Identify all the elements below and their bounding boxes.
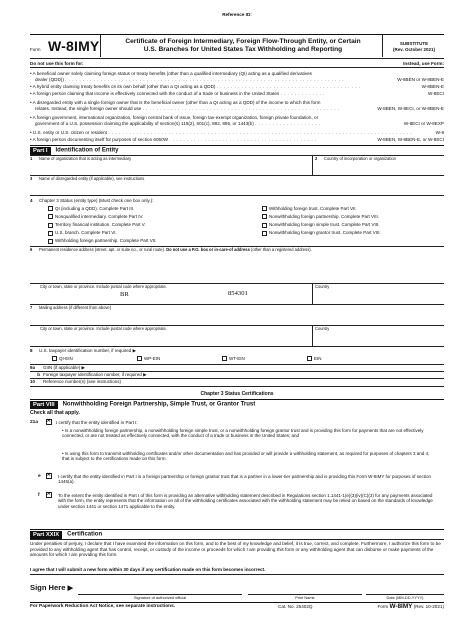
checkbox[interactable] [48,214,53,219]
q21a-number: 21a [30,420,39,425]
form-title-line1: Certificate of Foreign Intermediary, Foreign Flow-Through Entity, or Certain [125,38,361,45]
dnu-form: W-8BEN, W-8BEN-E, or W-8ECI [377,137,444,142]
dnu-form: W-8BEN, W-8ECI, or W-8BEN-E [377,106,444,111]
q21f-checkbox[interactable] [46,492,55,498]
dnu-text: dealer (QDD)) [35,77,64,82]
q21f-text: To the extent the entity identified in Part I of this form is providing an alternative withholding statement described in Regulations section 1.1441-1(e)(3)(iv)(C)(3) for any payments associated with the form, the entity represents that the information on all of the withholding certificates associated with the withholding statement may be relied on based on the standards of knowledge under section 1441 or section 1471 applicable to the entity. [58,493,433,509]
checkbox[interactable] [307,356,312,361]
line10-rule [30,386,444,387]
checkbox[interactable] [48,231,53,236]
agree-rule [30,574,444,575]
arrow-right-icon: ▶ [143,372,147,377]
dnu-row-8: • U.S. entity or U.S. citizen or resident . . . . . . . . . . . . . . . . . . . . . . . . . . . . . . . . . . . . . . . . . . . . . . . . . . . . . . . . . . . . . . . . . . . . . . . . . . . . . . . . . . . . . . W-9 [30,130,444,135]
form-name: W-8IMY [48,38,100,54]
part29-heading-rule [30,539,444,540]
status-option-territory-fi[interactable] [48,221,157,229]
arrow-right-icon: ▶ [132,348,137,353]
header-divider-left [100,35,101,57]
form-title [104,38,382,54]
organization-name-field[interactable] [40,162,310,174]
part8-badge: Part VIII [30,401,58,409]
status-option-nqi[interactable] [48,213,157,221]
part1-heading [30,147,119,155]
footer-rev: (Rev. 10-2021) [413,604,444,609]
checkbox[interactable] [262,223,267,228]
line4-text: Chapter 3 Status (entity type) (Must check one box only.): [39,198,154,203]
checkbox[interactable] [48,206,53,211]
dnu-row-1: dealer (QDD)) . . . . . . . . . . . . . . . . . . . . . . . . . . . . . . . . . . . . . . . . . . . . . . . . . . . . . . . . . . . . . . . . . . . . . . . . . . . . . . . W-8BEN or W-8BEN-E [35,77,444,82]
tin-label: QI-EIN [59,356,73,361]
line10-text: Reference number(s) (see instructions) [43,379,122,384]
checkbox[interactable] [52,356,57,361]
checkbox[interactable] [222,356,227,361]
signature-field[interactable] [80,581,240,593]
dnu-text: • A hybrid entity claiming treaty benefits on its own behalf (other than a QI acting as a QDD) [30,84,216,89]
footer-form-id [377,603,444,610]
checkbox[interactable] [48,239,53,244]
dnu-form: W-9 [435,130,444,135]
part8-title: Nonwithholding Foreign Partnership, Simple Trust, or Grantor Trust [62,401,256,408]
line1-label: 1 Name of organization that is acting as intermediary [30,156,132,161]
dnu-row-9: • A foreign person documenting itself for purposes of section 6050W . . . . . . . . . . . . . . . . . . . . . . . . . . . . . . . . . . . . . . . . . . W-8BEN, W-8BEN-E, or W-8ECI [30,137,444,142]
status-label: Nonwithholding foreign grantor trust. Complete Part VIII. [269,230,381,236]
line7-label: 7 Mailing address (if different from above) [30,305,112,310]
mailing-country-label: Country [315,326,330,331]
check-mark-icon: ✕ [46,472,51,479]
q21a-bullet1: • Is a nonwithholding foreign partnership, a nonwithholding foreign simple trust, or a nonwithholding foreign grantor trust and is providing this form for payments that are not effectively connected, or are not treated as effectively connected, with the conduct of a trade or business in the United States; and [62,428,424,439]
line9a-text: GIIN (if applicable) [43,365,81,370]
status-option-nw-simple-trust[interactable] [262,221,381,229]
city-value-postal[interactable]: 854301 [228,290,248,297]
status-option-wt[interactable] [262,205,381,213]
mailing-city-rule [30,346,444,347]
line1-text: Name of organization that is acting as intermediary [39,156,132,161]
dnu-row-3: • A foreign person claiming that income is effectively connected with the conduct of a trade or business in the United States . . . . . . . . . . . . . W-8ECI [30,91,444,96]
tin-option-qi-ein[interactable] [52,356,137,361]
status-label: Nonwithholding foreign simple trust. Complete Part VIII. [269,222,380,228]
line6-bold-text: Do not use a P.O. box or in-care-of address [166,247,250,252]
status-option-qi[interactable] [48,205,157,213]
dnu-text: • A disregarded entity with a single foreign owner that is the beneficial owner (other than a QI acting as a QDD) of the income to which this form [30,100,321,105]
dnu-text: • A foreign person documenting itself for purposes of section 6050W [30,137,168,142]
line10-label: 10 Reference number(s) (see instructions) [30,379,122,384]
status-label: Territory financial institution. Complete Part V. [55,222,146,228]
checkbox[interactable] [262,214,267,219]
print-name-field[interactable] [250,581,360,593]
check-all-note: Check all that apply. [30,410,80,416]
do-not-use-heading-row [30,61,444,66]
footer-cat-no: Cat. No. 25402Q [278,604,313,609]
sign-here-label [30,584,73,593]
checkbox[interactable] [262,231,267,236]
status-label: Nonqualified intermediary. Complete Part IV. [55,214,144,220]
tin-label: WP-EIN [144,356,161,361]
dnu-text: • A foreign government, international organization, foreign central bank of issue, foreign tax-exempt organization, foreign private foundation, or [30,115,319,120]
tin-options [52,356,367,361]
part29-top-rule [30,529,444,530]
line8-label: 8 U.S. taxpayer identification number, if required ▶ [30,348,137,353]
status-right-column [262,205,381,237]
disregarded-entity-field[interactable] [40,182,440,194]
status-option-nw-grantor-trust[interactable] [262,229,381,237]
city-value-state[interactable]: BR [120,291,129,298]
certification-text: Under penalties of perjury, I declare that I have examined the information on this form, and to the best of my knowledge and belief, it is true, correct, and complete. Furthermore, I authorize this form to be provided to any withholding agent that has control, receipt, or custody of the income or proceeds for which I am providing this form or any withholding agent that can disburse or make payments of the amounts for which I am providing this form. [30,541,441,558]
dnu-text: • U.S. entity or U.S. citizen or resident [30,130,107,135]
status-label: QI (including a QDD). Complete Part III. [55,206,135,211]
header-divider-right [382,35,383,57]
form-label: Form [30,47,41,52]
dnu-text: government of a U.S. possession claiming the applicability of section(s) 115(2), 501(c), 892, 895, or 1443(b) [35,121,254,126]
part29-heading [30,531,102,539]
line1-divider [312,155,313,175]
line3-rule [30,195,444,196]
tin-option-ein[interactable] [307,356,367,361]
check-mark-icon: ✕ [46,491,51,498]
substitute-block [384,41,444,53]
q21e-checkbox[interactable] [46,473,55,479]
part29-title: Certification [67,531,103,538]
tin-label: WT-EIN [229,356,245,361]
mailing-city-label: City or town, state or province. Include postal code where appropriate. [40,326,167,331]
line2-label: 2 Country of incorporation or organization [315,156,396,161]
tin-label: EIN [314,356,322,361]
line6-text: Permanent residence address (street, apt. or suite no., or rural route). [39,247,166,252]
dnu-form: W-8ECI [428,91,444,96]
line7-text: Mailing address (if different from above) [39,305,112,310]
part1-title: Identification of Entity [55,147,119,154]
status-option-us-branch[interactable] [48,229,157,237]
status-option-nwp[interactable] [262,213,381,221]
check-mark-icon: ✕ [46,418,51,425]
line4-label: 4 Chapter 3 Status (entity type) (Must check one box only.): [30,198,154,203]
q21a-checkbox[interactable] [46,419,55,425]
checkbox[interactable] [48,223,53,228]
footer-form-name: W-8IMY [389,603,413,610]
line9a-label: 9a GIIN (if applicable) ▶ [30,365,85,370]
dnu-text: relates. Instead, the single foreign owner should use [35,106,142,111]
dnu-text: • A beneficial owner solely claiming foreign status or treaty benefits (other than a qualified intermediary (QI) acting as a qualified derivatives [30,71,312,76]
line6-tail-text: (other than a registered address). [250,247,312,252]
mailing-city-divider [312,325,313,346]
part1-top-rule [30,145,444,146]
checkbox[interactable] [262,206,267,211]
line9b-text: Foreign taxpayer identification number, if required [43,372,142,377]
dnu-row-0 [30,71,444,76]
instead-use-heading: Instead, use Form: [403,61,444,66]
print-name-caption: Print Name [295,595,315,600]
substitute-label: SUBSTITUTE [399,41,429,46]
tin-option-wp-ein[interactable] [137,356,222,361]
part8-top-rule [30,399,444,400]
status-label: Withholding foreign trust. Complete Part VII. [269,206,357,211]
dnu-form: W-8BEN or W-8BEN-E [397,77,444,82]
q21a-text: I certify that the entity identified in Part I: [56,420,138,425]
header-bottom-rule [30,58,444,59]
tin-option-wt-ein[interactable] [222,356,307,361]
line8-text: U.S. taxpayer identification number, if required [39,348,132,353]
country-of-incorporation-field[interactable] [315,162,443,174]
form-title-line2: U.S. Branches for United States Tax Withholding and Reporting [143,45,343,53]
arrow-right-icon: ▶ [81,365,85,370]
footer-paperwork-note: For Paperwork Reduction Act Notice, see separate instructions. [30,604,176,609]
part1-badge: Part I [30,147,51,155]
dnu-form: W-8ECI or W-8EXP [403,121,444,126]
dnu-row-2: • A hybrid entity claiming treaty benefits on its own behalf (other than a QI acting as a QDD) . . . . . . . . . . . . . . . . . . . . . . . . . . . . . . . . . . . . . . . . . W-8BEN-E [30,84,444,89]
signature-caption: Signature of authorized official [133,595,187,600]
status-label: Nonwithholding foreign partnership. Complete Part VIII. [269,214,380,220]
line3-text: Name of disregarded entity (if applicable), see instructions [39,176,145,181]
permanent-address-field[interactable] [40,253,440,282]
status-label: U.S. branch. Complete Part VI. [55,230,117,236]
line2-text: Country of incorporation or organization [324,156,396,161]
q21e-letter: e [38,474,41,479]
date-field[interactable] [368,581,444,593]
checkbox[interactable] [137,356,142,361]
status-label: Withholding foreign partnership. Complete Part VII. [55,238,157,244]
status-option-wp[interactable] [48,237,157,245]
q21f-letter: f [38,493,40,498]
q21a-bullet2: • Is using this form to transmit withholding certificates and/or other documentation and has provided or will provide a withholding statement, as required for purposes of chapters 3 and 4, that is subject to the certifications made on this form. [62,451,430,462]
dnu-row-4 [30,100,444,105]
agree-statement: I agree that I will submit a new form within 30 days if any certification made on this form becomes incorrect. [30,567,266,572]
do-not-use-rule [30,67,444,68]
part29-badge: Part XXIX [30,531,62,539]
dnu-row-6 [30,115,444,120]
line8-rule [30,364,444,365]
sign-here-text: Sign Here [30,583,66,592]
footer-form-prefix: Form [377,604,389,609]
dnu-text: • A foreign person claiming that income is effectively connected with the conduct of a trade or business in the United States [30,91,280,96]
part8-heading [30,401,255,409]
city-label: City or town, state or province. Include postal code where appropriate. [40,284,167,289]
line9b-label: b Foreign taxpayer identification number, if required ▶ [37,372,147,377]
do-not-use-heading: Do not use this form for: [30,61,84,66]
arrow-right-icon: ▶ [67,585,73,592]
q21e-text: I certify that the entity identified in Part I is a foreign partnership or foreign grantor trust that is a partner in a lower-tier partnership and is providing this Form W-8IMY for purposes of section 1446(a). [58,474,432,485]
date-caption: Date (MM-DD-YYYY) [386,595,424,600]
dnu-form: W-8BEN-E [421,84,444,89]
chapter3-heading: Chapter 3 Status Certifications [200,391,274,397]
country-label: Country [315,284,330,289]
line6-label: 6 Permanent residence address (street, apt. or suite no., or rural route). Do not use a P.O. box or in-care-of address (other than a registered address). [30,247,312,252]
revision-date: (Rev. October 2021) [393,47,435,53]
dnu-row-7: government of a U.S. possession claiming the applicability of section(s) 115(2), 501(c), 892, 895, or 1443(b) . . . . . . . . . . . . . . . . . . . W-8ECI or W-8EXP [35,121,444,126]
city-divider [312,283,313,304]
line3-label: 3 Name of disregarded entity (if applicable), see instructions [30,176,145,181]
status-left-column [48,205,157,245]
reference-id: Reference ID: [222,12,252,17]
dnu-row-5: relates. Instead, the single foreign owner should use . . . . . . . . . . . . . . . . . . . . . . . . . . . . . . . . . . . . . . . . . . . . . . . . . . . . . . . . W-8BEN, W-8ECI, or W-8BEN-E [35,106,444,111]
